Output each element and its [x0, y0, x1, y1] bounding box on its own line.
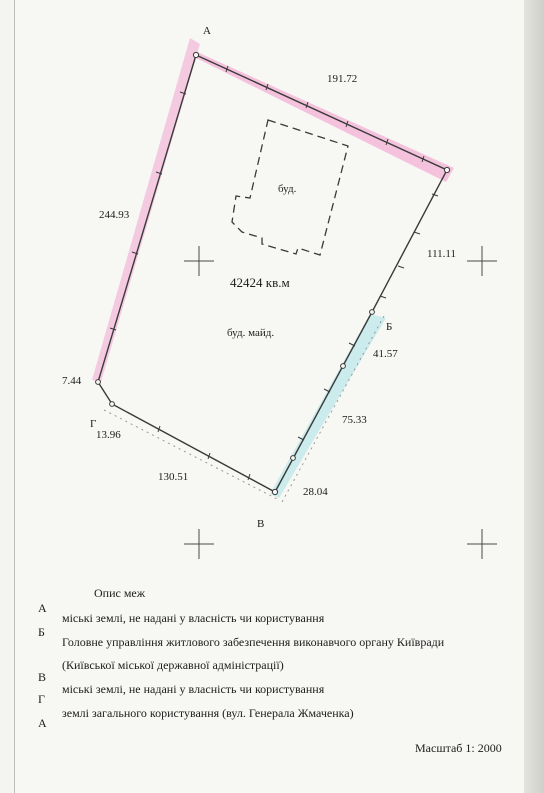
vertex-marker-g — [110, 402, 115, 407]
legend-line-2: Головне управління житлового забезпечення виконавчого органу Київради — [62, 635, 445, 649]
vertex-marker-top-right — [444, 167, 449, 172]
legend-line-5: землі загального користування (вул. Генерала Жмаченка) — [62, 706, 354, 720]
legend-title: Опис меж — [94, 586, 146, 600]
legend-line-1: міські землі, не надані у власність чи користування — [62, 611, 325, 625]
area-label: 42424 кв.м — [230, 275, 290, 290]
legend-line-4: міські землі, не надані у власність чи користування — [62, 682, 325, 696]
corner-label-v: В — [257, 518, 265, 530]
corner-label-a: А — [203, 25, 211, 37]
length-right-lower: 75.33 — [342, 414, 367, 426]
vertex-marker-a — [193, 52, 198, 57]
vertex-marker-v — [272, 489, 277, 494]
length-bottom-left: 13.96 — [96, 429, 121, 441]
legend-letter-2: Б — [38, 625, 45, 639]
legend-line-3: (Київської міської державної адміністрації) — [62, 658, 284, 672]
vertex-marker-left — [96, 380, 101, 385]
corner-label-b: Б — [386, 321, 393, 333]
vertex-marker-mid-right — [341, 364, 346, 369]
dotted-boundary-right — [282, 316, 384, 502]
length-left-short: 7.44 — [62, 375, 82, 387]
pink-strip-top — [196, 52, 454, 182]
length-left: 244.93 — [99, 209, 130, 221]
boundary-ticks — [110, 66, 438, 480]
dotted-boundary-bottom — [104, 410, 279, 500]
building-label: буд. — [278, 183, 297, 195]
length-bottom-right: 28.04 — [303, 486, 328, 498]
length-top: 191.72 — [327, 73, 358, 85]
grid-crosses — [184, 246, 497, 559]
legend-letter-4: Г — [38, 692, 45, 706]
length-right-lower-b: 41.57 — [373, 348, 398, 360]
corner-label-g: Г — [90, 418, 97, 430]
plot-boundary — [98, 55, 447, 492]
vertex-marker-b — [370, 310, 375, 315]
legend-letter-3: В — [38, 670, 47, 684]
length-right-upper: 111.11 — [427, 248, 457, 260]
scale-label: Масштаб 1: 2000 — [415, 741, 502, 755]
legend-letter-5: А — [38, 716, 47, 730]
length-bottom-main: 130.51 — [158, 471, 189, 483]
site-label: буд. майд. — [227, 327, 275, 339]
legend-letter-1: А — [38, 601, 47, 615]
vertex-marker-lower-right — [291, 456, 296, 461]
